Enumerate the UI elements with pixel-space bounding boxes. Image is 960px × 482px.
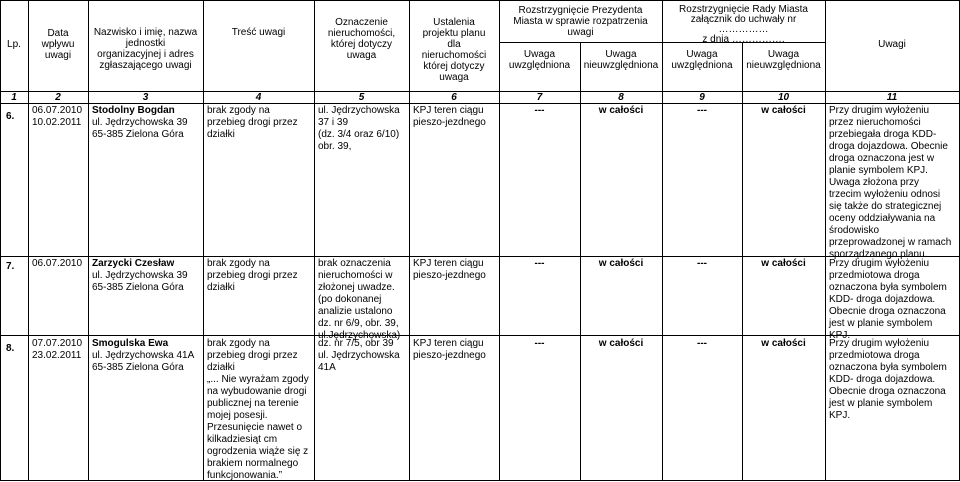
header-plan: Ustalenia projektu planu dla nieruchomości której dotyczy uwaga xyxy=(421,17,487,83)
row-council-rejected: w całości xyxy=(761,105,806,116)
row-mayor-rejected: w całości xyxy=(598,105,644,116)
row-6-bottom-border xyxy=(0,256,960,257)
header-council-rejected: Uwaga nieuwzględniona xyxy=(746,49,821,71)
column-number: 8 xyxy=(618,92,624,103)
column-border xyxy=(314,0,315,481)
column-number: 9 xyxy=(699,92,705,103)
row-council-rejected: w całości xyxy=(761,258,806,269)
column-number: 4 xyxy=(255,92,262,103)
column-number: 7 xyxy=(536,92,543,103)
row-7-bottom-border xyxy=(0,335,960,336)
header-date: Data wpływu uwagi xyxy=(41,28,75,61)
row-council-accepted: --- xyxy=(697,338,707,349)
row-property: brak oznaczenia nieruchomości w złożonej uwadze. (po dokonanej analizie ustalono dz. nr 6/9, obr. 39, ul.Jędrzychowska) xyxy=(318,258,401,341)
column-number: 1 xyxy=(11,92,17,103)
header-mayor-accepted: Uwaga uwzględniona xyxy=(508,49,571,71)
row-address: ul. Jędrzychowska 39 65-385 Zielona Góra xyxy=(92,117,188,140)
header-name: Nazwisko i imię, nazwa jednostki organizacyjnej i adres zgłaszającego uwagi xyxy=(93,27,198,71)
row-date: 06.07.2010 10.02.2011 xyxy=(32,105,83,128)
column-number: 6 xyxy=(451,92,457,103)
row-mayor-rejected: w całości xyxy=(598,338,644,349)
column-border xyxy=(28,0,29,481)
column-number: 5 xyxy=(358,92,365,103)
row-lp: 8. xyxy=(6,343,15,354)
header-council-accepted: Uwaga uwzględniona xyxy=(671,49,733,71)
column-border xyxy=(825,0,826,481)
header-council-title: Rozstrzygnięcie Rady Miasta załącznik do uchwały nr …………… z dnia ……………. xyxy=(679,4,808,45)
row-content: brak zgody na przebieg drogi przez działki „... Nie wyrażam zgody na wybudowanie drogi publicznej na terenie mojej posesji. Przesunięcie nawet o kilkadziesiąt cm ogrodzenia wiąże się z brakiem normalnego funkcjonowania.” xyxy=(207,338,309,481)
header-remarks: Uwagi xyxy=(878,39,906,50)
row-content: brak zgody na przebieg drogi przez działki xyxy=(207,258,298,293)
row-mayor-accepted: --- xyxy=(534,338,545,349)
header-lp: Lp. xyxy=(7,39,21,50)
column-number: 10 xyxy=(777,92,790,103)
table-top-border xyxy=(0,0,960,1)
row-plan: KPJ teren ciągu pieszo-jezdnego xyxy=(413,105,486,128)
row-mayor-rejected: w całości xyxy=(598,258,644,269)
row-property: dz. nr 7/5, obr 39 ul. Jędrzychowska 41A xyxy=(318,338,400,373)
row-mayor-accepted: --- xyxy=(534,258,545,269)
column-border xyxy=(0,0,1,481)
row-content: brak zgody na przebieg drogi przez działki xyxy=(207,105,298,140)
column-border xyxy=(499,0,500,481)
row-lp: 7. xyxy=(6,261,15,272)
row-mayor-accepted: --- xyxy=(534,105,545,116)
row-address: ul. Jędrzychowska 39 65-385 Zielona Góra xyxy=(92,270,188,293)
column-border xyxy=(203,0,204,481)
header-content: Treść uwagi xyxy=(231,27,286,38)
row-property: ul. Jędrzychowska 37 i 39 (dz. 3/4 oraz 6/10) obr. 39, xyxy=(318,105,400,152)
row-name: Smogulska Ewa xyxy=(92,338,169,349)
row-name: Stodolny Bogdan xyxy=(92,105,175,116)
column-border xyxy=(662,0,663,481)
row-council-rejected: w całości xyxy=(761,338,806,349)
row-lp: 6. xyxy=(6,111,15,122)
row-remarks: Przy drugim wyłożeniu przez nieruchomości przebiegała droga KDD- droga dojazdowa. Obecnie droga oznaczona jest w planie symbolem KPJ. Uwaga złożona przy trzecim wyłożeniu odnosi się także do strategicznej oceny oddziaływania na środowisko przeprowadzonej w ramach sporządzanego planu. xyxy=(829,105,952,260)
row-plan: KPJ teren ciągu pieszo-jezdnego xyxy=(413,258,486,281)
row-plan: KPJ teren ciągu pieszo-jezdnego xyxy=(413,338,486,361)
row-remarks: Przy drugim wyłożeniu przedmiotowa droga oznaczona była symbolem KDD- droga dojazdowa. Obecnie droga oznaczona jest w planie symbolem KPJ. xyxy=(829,338,947,421)
row-remarks: Przy drugim wyłożeniu przedmiotowa droga oznaczona była symbolem KDD- droga dojazdowa. Obecnie droga oznaczona jest w planie symbolem KPJ. xyxy=(829,258,947,341)
column-border xyxy=(88,0,89,481)
header-mayor-title: Rozstrzygnięcie Prezydenta Miasta w sprawie rozpatrzenia uwagi xyxy=(513,5,648,38)
header-property: Oznaczenie nieruchomości, której dotyczy uwaga xyxy=(327,17,396,61)
column-number: 11 xyxy=(886,92,898,103)
row-council-accepted: --- xyxy=(697,105,707,116)
row-date: 07.07.2010 23.02.2011 xyxy=(32,338,83,361)
row-date: 06.07.2010 xyxy=(32,258,83,269)
row-council-accepted: --- xyxy=(697,258,707,269)
header-mayor-rejected: Uwaga nieuwzględniona xyxy=(583,49,659,71)
column-number: 2 xyxy=(55,92,61,103)
row-name: Zarzycki Czesław xyxy=(92,258,175,269)
column-number: 3 xyxy=(142,92,149,103)
row-address: ul. Jędrzychowska 41A 65-385 Zielona Góra xyxy=(92,350,195,373)
